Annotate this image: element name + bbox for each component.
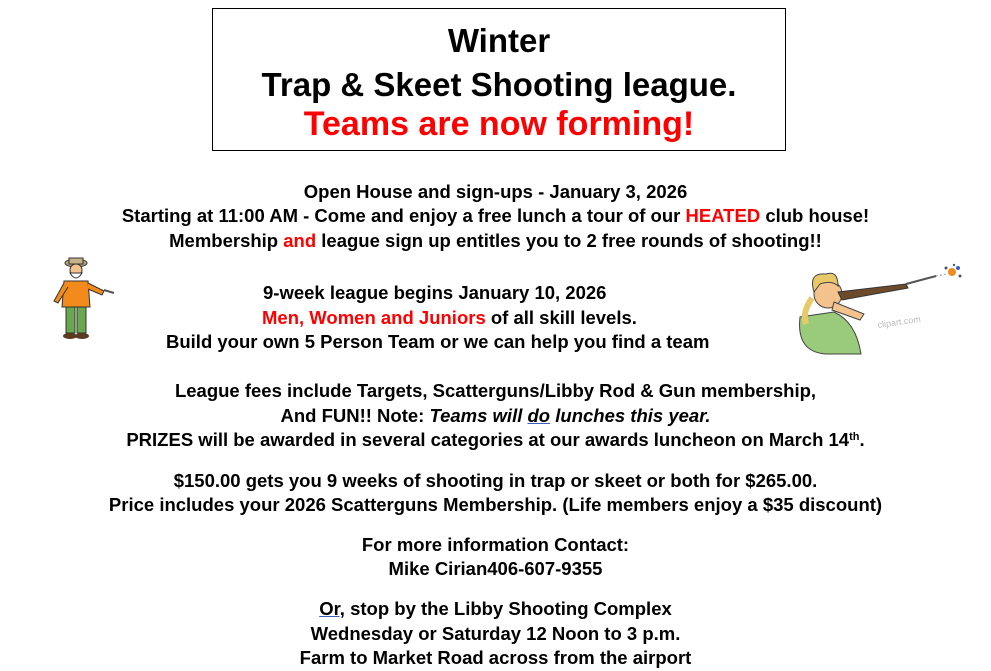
visit-line-3: Farm to Market Road across from the airport bbox=[299, 647, 692, 668]
contact-line-2: Mike Cirian406-607-9355 bbox=[388, 558, 603, 579]
heated-text: HEATED bbox=[685, 205, 761, 226]
do-text: do bbox=[527, 405, 551, 426]
title-line-2: Trap & Skeet Shooting league. bbox=[261, 66, 737, 103]
visit-line-1: Or, stop by the Libby Shooting Complex bbox=[319, 598, 672, 619]
openhouse-line-3: Membership and league sign up entitles you to 2 free rounds of shooting!! bbox=[169, 230, 822, 251]
title-line-3: Teams are now forming! bbox=[303, 105, 695, 143]
league-line-3: Build your own 5 Person Team or we can help you find a team bbox=[166, 331, 710, 352]
shooter-clipart bbox=[786, 262, 966, 357]
league-line-1: 9-week league begins January 10, 2026 bbox=[263, 282, 607, 303]
and-text: and bbox=[283, 230, 317, 251]
fees-line-3: PRIZES will be awarded in several categories at our awards luncheon on March 14th. bbox=[126, 429, 865, 450]
price-line-2: Price includes your 2026 Scatterguns Membership. (Life members enjoy a $35 discount) bbox=[108, 494, 883, 515]
groups-text: Men, Women and Juniors bbox=[262, 307, 486, 328]
fees-line-2: And FUN!! Note: Teams will do lunches this year. bbox=[280, 405, 711, 426]
hunter-icon bbox=[48, 255, 118, 341]
price-line-1: $150.00 gets you 9 weeks of shooting in trap or skeet or both for $265.00. bbox=[173, 470, 818, 491]
openhouse-line-1: Open House and sign-ups - January 3, 2026 bbox=[303, 181, 688, 202]
fees-line-1: League fees include Targets, Scatterguns/Libby Rod & Gun membership, bbox=[174, 380, 817, 401]
title-line-1: Winter bbox=[447, 22, 551, 59]
title-box bbox=[212, 8, 786, 151]
hunter-clipart bbox=[48, 255, 118, 341]
woman-shooting-icon bbox=[786, 262, 966, 357]
league-line-2: Men, Women and Juniors of all skill levels. bbox=[262, 307, 637, 328]
contact-line-1: For more information Contact: bbox=[361, 534, 630, 555]
openhouse-line-2: Starting at 11:00 AM - Come and enjoy a free lunch a tour of our HEATED club house! bbox=[121, 205, 870, 226]
svg-text:clipart.com: clipart.com bbox=[876, 314, 922, 330]
visit-line-2: Wednesday or Saturday 12 Noon to 3 p.m. bbox=[310, 623, 681, 644]
or-text: Or, bbox=[319, 598, 345, 619]
